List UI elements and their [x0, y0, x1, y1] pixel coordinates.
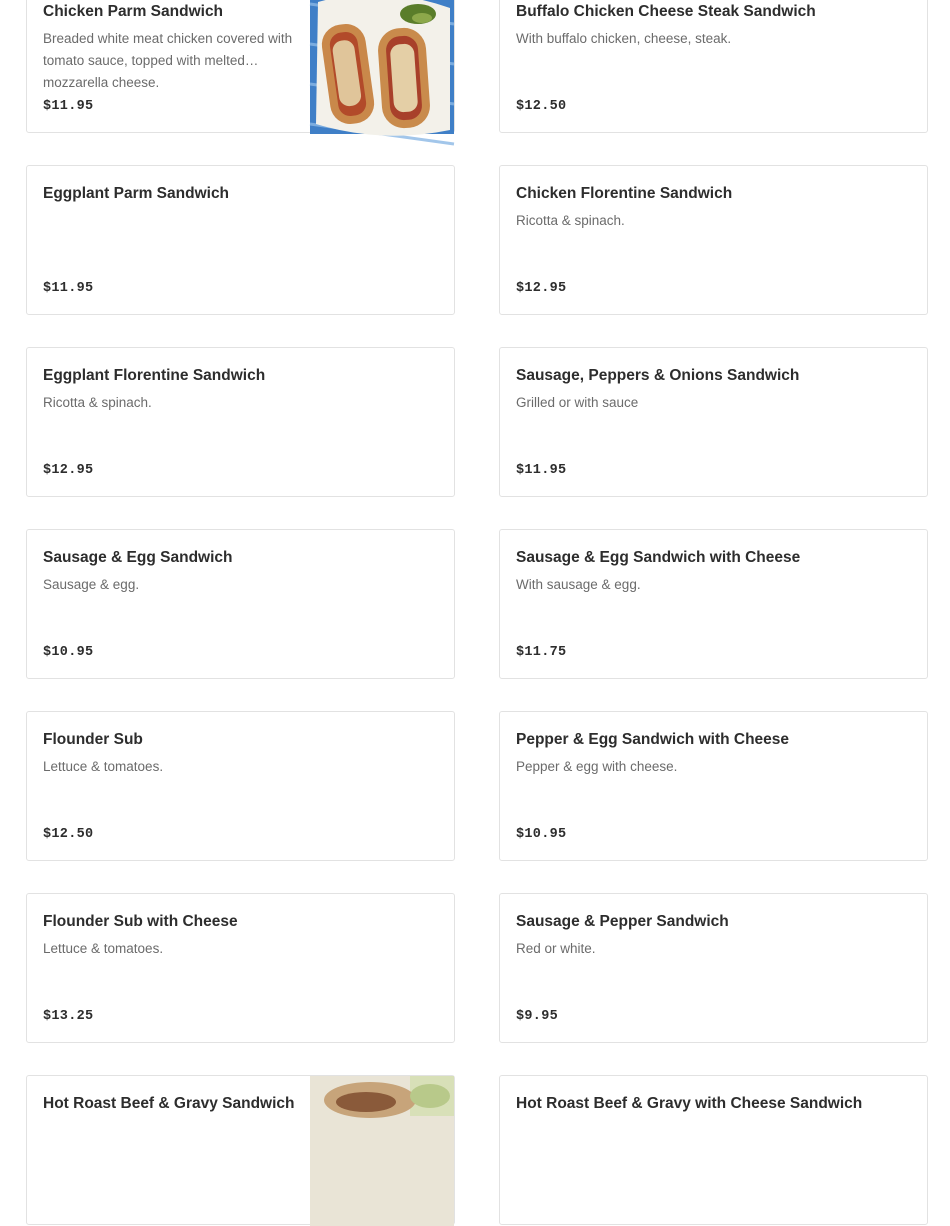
menu-item-description: Sausage & egg.: [43, 577, 140, 592]
menu-item-name: Flounder Sub with Cheese: [43, 913, 238, 930]
menu-item-card[interactable]: [26, 165, 455, 315]
menu-item-card[interactable]: [26, 711, 455, 861]
menu-item-card[interactable]: [499, 165, 928, 315]
menu-item-name: Pepper & Egg Sandwich with Cheese: [516, 731, 790, 748]
menu-item-description: Grilled or with sauce: [516, 395, 639, 410]
menu-item-description: Lettuce & tomatoes.: [43, 941, 164, 956]
menu-item-card[interactable]: [26, 893, 455, 1043]
menu-item-description: Lettuce & tomatoes.: [43, 759, 164, 774]
menu-item-card[interactable]: [26, 347, 455, 497]
menu-item-name: Flounder Sub: [43, 731, 143, 748]
menu-item-description: Ricotta & spinach.: [43, 395, 152, 410]
menu-item-card[interactable]: [499, 893, 928, 1043]
menu-item-name: Sausage & Egg Sandwich with Cheese: [516, 549, 801, 566]
menu-item-price: $12.50: [43, 827, 94, 842]
menu-item-card[interactable]: [26, 529, 455, 679]
menu-item-description: With buffalo chicken, cheese, steak.: [516, 31, 732, 46]
menu-item-price: $11.95: [43, 99, 94, 114]
menu-item-card[interactable]: [499, 1075, 928, 1225]
menu-item-name: Eggplant Parm Sandwich: [43, 185, 230, 202]
menu-item-card[interactable]: [499, 711, 928, 861]
menu-item-name: Sausage, Peppers & Onions Sandwich: [516, 367, 800, 384]
menu-item-price: $11.95: [43, 281, 94, 296]
menu-item-price: $11.75: [516, 645, 567, 660]
menu-item-description: Ricotta & spinach.: [516, 213, 625, 228]
menu-item-description: Pepper & egg with cheese.: [516, 759, 678, 774]
menu-item-price: $13.25: [43, 1009, 94, 1024]
menu-item-card[interactable]: [26, 1075, 455, 1225]
menu-item-card[interactable]: [499, 529, 928, 679]
menu-item-name: Sausage & Egg Sandwich: [43, 549, 233, 566]
menu-item-card[interactable]: [499, 0, 928, 133]
menu-item-name: Sausage & Pepper Sandwich: [516, 913, 729, 930]
menu-item-description: Breaded white meat chicken covered with tomato sauce, topped with melted mozzarella cheese.: [43, 31, 293, 90]
menu-item-grid: [26, 0, 928, 1225]
menu-item-price: $10.95: [516, 827, 567, 842]
menu-item-price: $12.95: [516, 281, 567, 296]
roast-beef-photo: [310, 1076, 454, 1226]
menu-item-card[interactable]: [499, 347, 928, 497]
menu-item-description: Red or white.: [516, 941, 596, 956]
menu-item-price: $12.50: [516, 99, 567, 114]
menu-item-name: Buffalo Chicken Cheese Steak Sandwich: [516, 3, 816, 20]
menu-item-price: $12.95: [43, 463, 94, 478]
menu-item-name: Chicken Florentine Sandwich: [516, 185, 733, 202]
menu-item-name: Hot Roast Beef & Gravy Sandwich: [43, 1095, 295, 1112]
menu-item-name: Hot Roast Beef & Gravy with Cheese Sandwich: [516, 1095, 863, 1112]
menu-item-price: $11.95: [516, 463, 567, 478]
menu-item-name: Eggplant Florentine Sandwich: [43, 367, 266, 384]
menu-item-name: Chicken Parm Sandwich: [43, 3, 224, 20]
chicken-parm-photo: [310, 0, 454, 134]
menu-item-price: $10.95: [43, 645, 94, 660]
menu-item-description: With sausage & egg.: [516, 577, 641, 592]
menu-item-price: $9.95: [516, 1009, 559, 1024]
menu-item-card[interactable]: [26, 0, 455, 133]
